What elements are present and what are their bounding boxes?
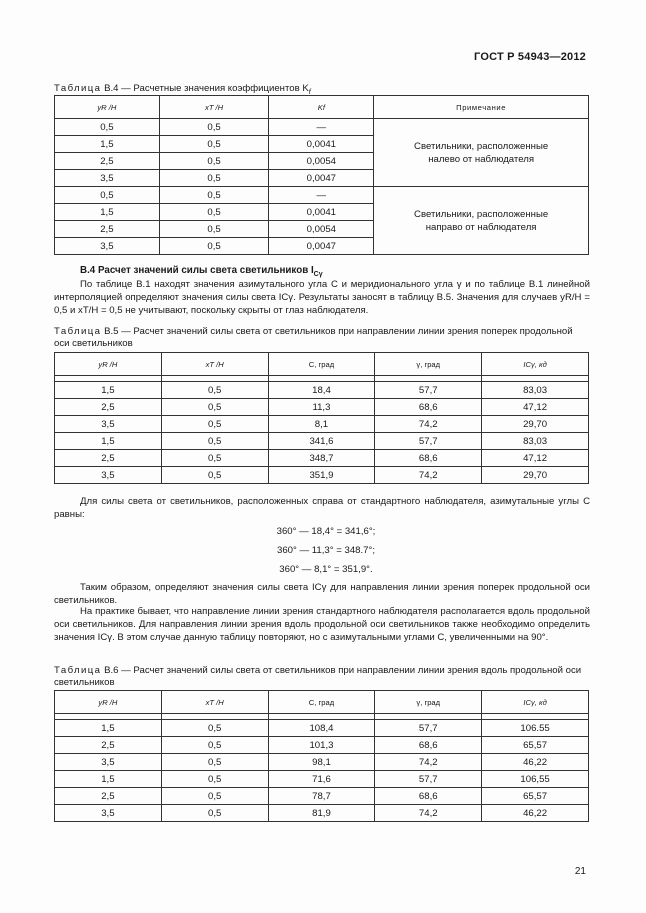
table-b5-caption	[54, 326, 590, 350]
caption-sub: f	[308, 88, 311, 96]
equation-3: 360° — 8,1° = 351,9°.	[279, 564, 373, 575]
cell: 0,5	[161, 754, 268, 771]
cell: 0,5	[161, 720, 268, 737]
paragraph-2: Для силы света от светильников, расположенных справа от стандартного наблюдателя, азимутальные углы C равны:	[54, 496, 590, 520]
note-left-cell: Светильники, расположенные налево от наблюдателя	[374, 119, 589, 187]
header-yr-h: yR /H	[55, 691, 162, 714]
cell: 3,5	[55, 467, 162, 484]
cell: 0,5	[161, 788, 268, 805]
cell: 1,5	[55, 720, 162, 737]
cell: 0,0047	[269, 170, 374, 187]
cell: 0,5	[159, 204, 269, 221]
table-row	[55, 754, 589, 771]
cell: 83,03	[482, 433, 589, 450]
header-c-angle: C, град	[268, 691, 375, 714]
cell: 0,5	[161, 399, 268, 416]
table-row	[55, 119, 589, 136]
cell: 0,5	[161, 433, 268, 450]
cell: 78,7	[268, 788, 375, 805]
document-code: ГОСТ Р 54943—2012	[474, 51, 586, 63]
cell: 348,7	[268, 450, 375, 467]
table-row	[55, 433, 589, 450]
caption-prefix: Таблица	[54, 83, 102, 94]
cell: 2,5	[55, 399, 162, 416]
caption-prefix: Таблица	[54, 665, 102, 676]
header-intensity: ICγ, кд	[482, 353, 589, 376]
header-yr-h: yR /H	[55, 353, 162, 376]
cell: —	[269, 187, 374, 204]
cell: 46,22	[482, 754, 589, 771]
cell: 71,6	[268, 771, 375, 788]
cell: 0,5	[161, 467, 268, 484]
header-gamma-angle: γ, град	[375, 353, 482, 376]
table-row	[55, 416, 589, 433]
cell: 3,5	[55, 805, 162, 822]
cell: 74,2	[375, 416, 482, 433]
cell: 0,5	[55, 119, 160, 136]
cell: 341,6	[268, 433, 375, 450]
cell: 57,7	[375, 720, 482, 737]
cell: 0,5	[159, 238, 269, 255]
cell: 3,5	[55, 170, 160, 187]
cell: 3,5	[55, 238, 160, 255]
page-number: 21	[574, 866, 586, 877]
cell: 0,0041	[269, 204, 374, 221]
cell: 0,5	[55, 187, 160, 204]
cell: 1,5	[55, 771, 162, 788]
cell: 108,4	[268, 720, 375, 737]
cell: 2,5	[55, 153, 160, 170]
header-xt-h: xT /H	[159, 96, 269, 119]
cell: 0,0047	[269, 238, 374, 255]
cell: 68,6	[375, 450, 482, 467]
cell: 1,5	[55, 382, 162, 399]
table-row	[55, 450, 589, 467]
cell: 57,7	[375, 382, 482, 399]
header-xt-h: xT /H	[161, 691, 268, 714]
cell: 47,12	[482, 450, 589, 467]
cell: 3,5	[55, 754, 162, 771]
cell: 1,5	[55, 204, 160, 221]
cell: 98,1	[268, 754, 375, 771]
caption-text: В.5 — Расчет значений силы света от светильников при направлении линии зрения поперек продольной оси светильников	[54, 326, 573, 349]
cell: 29,70	[482, 416, 589, 433]
table-row	[55, 805, 589, 822]
cell: 65,57	[482, 788, 589, 805]
cell: 0,0054	[269, 153, 374, 170]
cell: 351,9	[268, 467, 375, 484]
header-note: Примечание	[374, 96, 589, 119]
cell: 0,5	[161, 805, 268, 822]
cell: 2,5	[55, 737, 162, 754]
table-row	[55, 187, 589, 204]
table-b4	[54, 95, 589, 255]
caption-prefix: Таблица	[54, 326, 102, 337]
cell: 57,7	[375, 771, 482, 788]
cell: 47,12	[482, 399, 589, 416]
section-title: В.4 Расчет значений силы света светильников I	[80, 265, 314, 276]
cell: 0,5	[159, 136, 269, 153]
cell: 0,5	[159, 170, 269, 187]
header-gamma-angle: γ, град	[375, 691, 482, 714]
cell: 68,6	[375, 788, 482, 805]
header-xt-h: xT /H	[161, 353, 268, 376]
cell: 83,03	[482, 382, 589, 399]
cell: 8,1	[268, 416, 375, 433]
cell: 0,5	[161, 737, 268, 754]
paragraph-1: По таблице В.1 находят значения азимутального угла C и меридионального угла γ и по таблице В.1 линейной интерполяцией определяют значения силы света ICγ. Результаты заносят в таблицу В.5. Значения для случаев yR/H = 0,5 и xT/H = 0,5 не учитывают, поскольку скрыты от глаз наблюдателя.	[54, 279, 590, 316]
cell: 18,4	[268, 382, 375, 399]
cell: 0,0041	[269, 136, 374, 153]
header-kf: Kf	[269, 96, 374, 119]
cell: 81,9	[268, 805, 375, 822]
table-row	[55, 382, 589, 399]
cell: 57,7	[375, 433, 482, 450]
cell: 2,5	[55, 450, 162, 467]
table-header-row	[55, 96, 589, 119]
cell: 0,5	[159, 153, 269, 170]
table-row	[55, 771, 589, 788]
paragraph-4: На практике бывает, что направление линии зрения стандартного наблюдателя располагается вдоль продольной оси светильников. Для направления линии зрения вдоль продольной оси светильников также необходимо определить значения ICγ. В этом случае данную таблицу повторяют, но с азимутальными углами C, увеличенными на 90°.	[54, 606, 590, 643]
caption-text: В.6 — Расчет значений силы света от светильников при направлении линии зрения вдоль продольной оси светильников	[54, 665, 582, 688]
table-row	[55, 467, 589, 484]
header-intensity: ICγ, кд	[482, 691, 589, 714]
table-b6-caption	[54, 665, 590, 689]
cell: 0,5	[161, 771, 268, 788]
note-right-cell: Светильники, расположенные направо от наблюдателя	[374, 187, 589, 255]
equation-2: 360° — 11,3° = 348.7°;	[276, 545, 375, 556]
header-yr-h: yR /H	[55, 96, 160, 119]
table-header-row	[55, 691, 589, 714]
cell: 0,5	[161, 416, 268, 433]
cell: 106.55	[482, 720, 589, 737]
section-heading	[80, 265, 323, 278]
cell: 0,5	[161, 450, 268, 467]
cell: 74,2	[375, 754, 482, 771]
cell: 1,5	[55, 433, 162, 450]
cell: 0,5	[161, 382, 268, 399]
cell: 29,70	[482, 467, 589, 484]
cell: 2,5	[55, 221, 160, 238]
caption-text: В.4 — Расчетные значения коэффициентов K	[104, 83, 309, 94]
cell: 68,6	[375, 737, 482, 754]
cell: 2,5	[55, 788, 162, 805]
section-title-sub: Cγ	[313, 270, 323, 278]
table-row	[55, 737, 589, 754]
cell: 3,5	[55, 416, 162, 433]
cell: 0,5	[159, 221, 269, 238]
cell: 101,3	[268, 737, 375, 754]
table-row	[55, 720, 589, 737]
equation-1: 360° — 18,4° = 341,6°;	[276, 526, 376, 537]
cell: 74,2	[375, 805, 482, 822]
cell: 106,55	[482, 771, 589, 788]
cell: 68,6	[375, 399, 482, 416]
cell: 11,3	[268, 399, 375, 416]
cell: 65,57	[482, 737, 589, 754]
table-b6	[54, 690, 589, 822]
cell: 0,0054	[269, 221, 374, 238]
cell: 0,5	[159, 187, 269, 204]
cell: 0,5	[159, 119, 269, 136]
cell: 74,2	[375, 467, 482, 484]
cell: —	[269, 119, 374, 136]
cell: 1,5	[55, 136, 160, 153]
header-c-angle: C, град	[268, 353, 375, 376]
table-row	[55, 399, 589, 416]
table-b5	[54, 352, 589, 484]
cell: 46,22	[482, 805, 589, 822]
paragraph-3: Таким образом, определяют значения силы света ICγ для направления линии зрения поперек продольной оси светильников.	[54, 582, 590, 606]
table-header-row	[55, 353, 589, 376]
table-row	[55, 788, 589, 805]
